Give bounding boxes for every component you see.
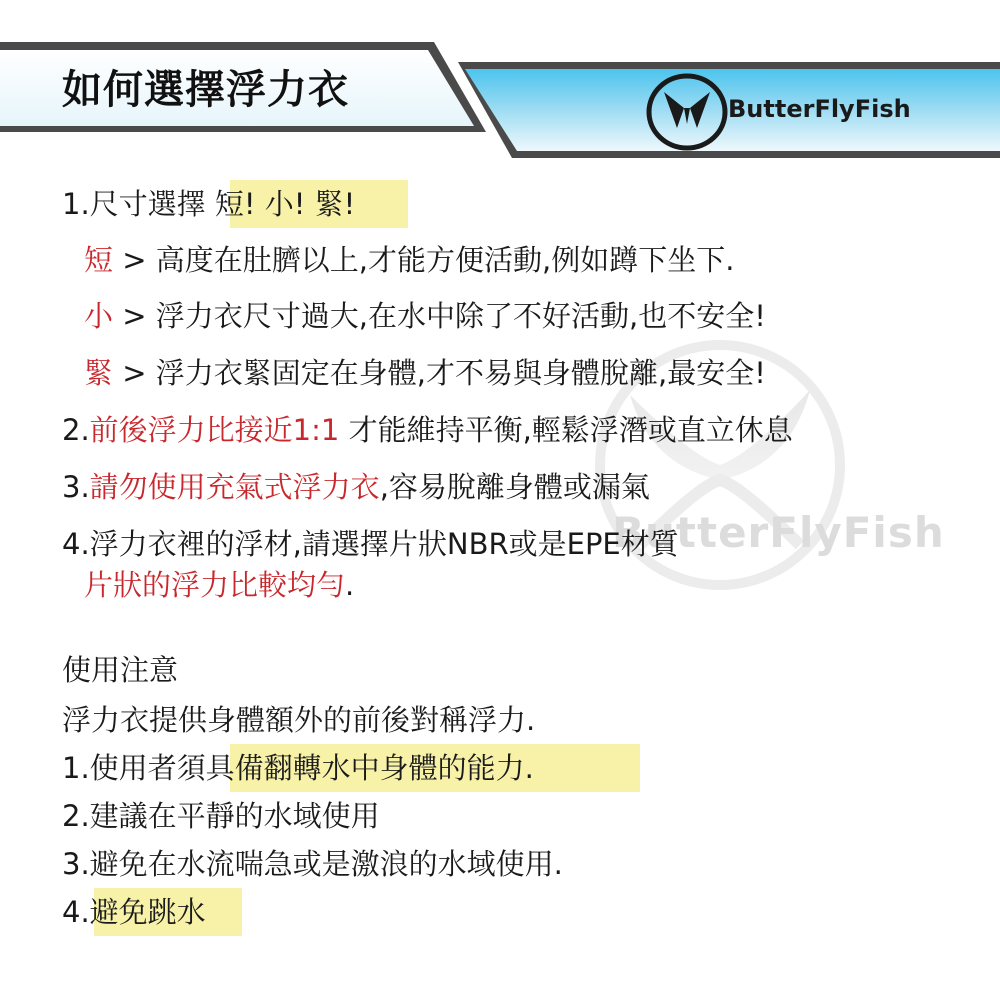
tight-text: > 浮力衣緊固定在身體,才不易與身體脫離,最安全! — [122, 356, 766, 390]
tight-label: 緊 — [84, 356, 114, 390]
watermark-text: ButterFlyFish — [612, 508, 945, 557]
balance-ratio-text: 前後浮力比接近1:1 — [89, 413, 340, 447]
usage-item-4-prefix: 4. — [62, 895, 90, 929]
usage-item-4 — [62, 892, 206, 932]
usage-item-1-highlight: 具備翻轉水中身體的能力. — [205, 751, 534, 785]
inflatable-warning-text: 請勿使用充氣式浮力衣 — [89, 470, 380, 504]
size-choice-prefix: 1.尺寸選擇 — [62, 187, 206, 221]
inflatable-rest-text: ,容易脫離身體或漏氣 — [379, 470, 650, 504]
material-line: 4.浮力衣裡的浮材,請選擇片狀NBR或是EPE材質 — [62, 527, 679, 561]
balance-rest-text: 才能維持平衡,輕鬆浮潛或直立休息 — [339, 413, 793, 447]
balance-line — [62, 410, 793, 450]
usage-item-2: 2.建議在平靜的水域使用 — [62, 799, 380, 833]
small-label: 小 — [84, 299, 114, 333]
size-choice-line — [62, 184, 355, 224]
short-line — [84, 240, 734, 280]
inflatable-number: 3. — [62, 470, 90, 504]
page-title: 如何選擇浮力衣 — [62, 67, 349, 113]
brand-logo-text: ButterFlyFish — [728, 95, 911, 123]
tight-line — [84, 353, 766, 393]
small-line — [84, 296, 766, 336]
size-choice-highlight: 短! 小! 緊! — [214, 187, 356, 221]
small-text: > 浮力衣尺寸過大,在水中除了不好活動,也不安全! — [122, 299, 766, 333]
balance-number: 2. — [62, 413, 90, 447]
material-note-end: . — [345, 568, 355, 602]
usage-heading: 使用注意 — [62, 653, 179, 687]
usage-item-4-highlight: 避免跳水 — [89, 895, 206, 929]
inflatable-line — [62, 467, 650, 507]
usage-item-3: 3.避免在水流喘急或是激浪的水域使用. — [62, 847, 563, 881]
usage-item-1-prefix: 1.使用者須 — [62, 751, 206, 785]
material-note-line — [84, 565, 354, 605]
usage-intro: 浮力衣提供身體額外的前後對稱浮力. — [62, 703, 536, 737]
material-note-red: 片狀的浮力比較均勻 — [84, 568, 346, 602]
short-text: > 高度在肚臍以上,才能方便活動,例如蹲下坐下. — [122, 243, 735, 277]
short-label: 短 — [84, 243, 114, 277]
usage-item-1 — [62, 748, 534, 788]
